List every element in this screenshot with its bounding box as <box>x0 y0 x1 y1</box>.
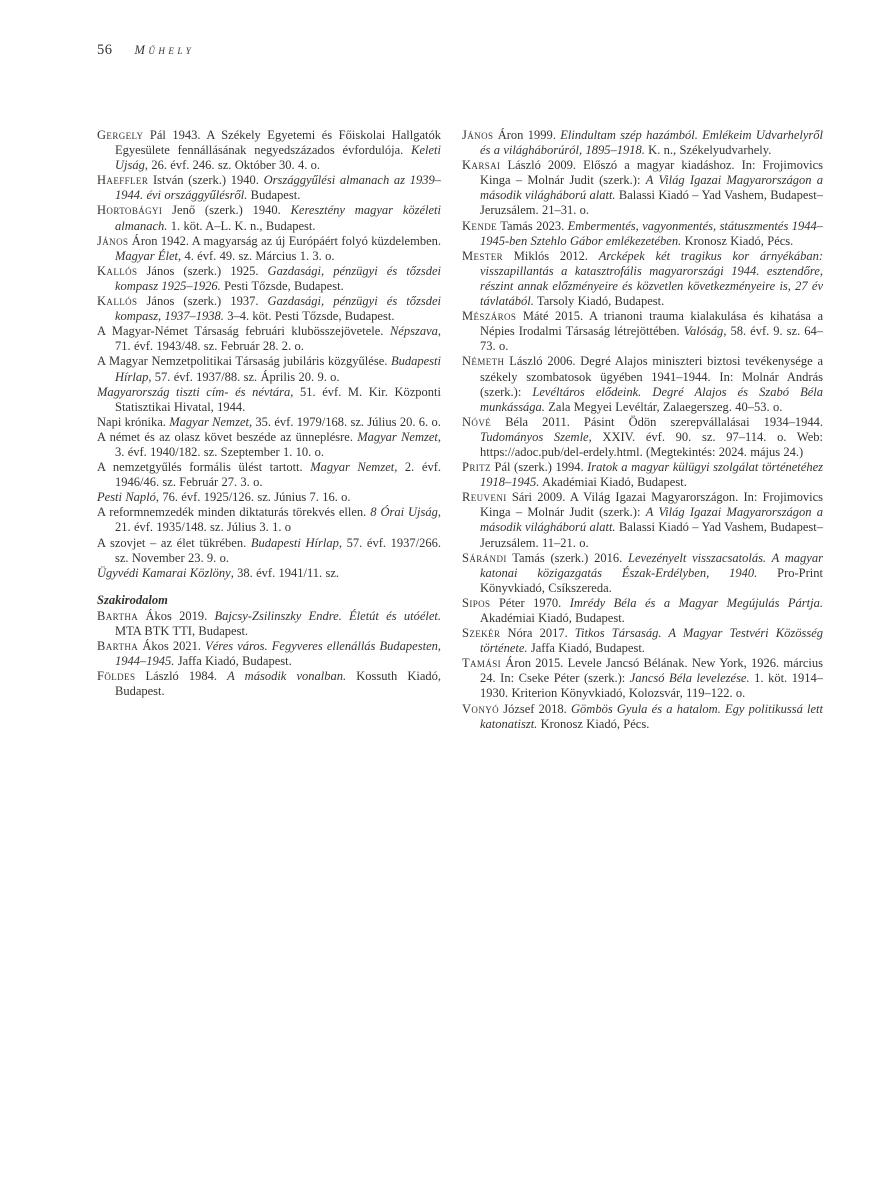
entry-text: Kronosz Kiadó, Pécs. <box>681 233 794 248</box>
entry-text: , 71. évf. 1943/48. sz. Február 28. 2. o. <box>115 324 441 354</box>
entry-text: Sári 2009. A Világ Igazai Magyarországon. In: Frojimovics Kinga – Molnár Judit (szerk.): <box>480 490 823 520</box>
work-title-italic: Keleti Ujság <box>115 143 441 173</box>
entry-text: Pesti Tőzsde, Budapest. <box>220 278 344 293</box>
work-title-italic: Imrédy Béla és a Magyar Megújulás Pártja. <box>569 595 823 610</box>
bibliography-entry <box>462 702 823 732</box>
work-title-italic: Valóság <box>683 324 724 339</box>
bibliography-columns <box>97 128 823 732</box>
running-head: Műhely <box>134 43 195 57</box>
entry-text: Akadémiai Kiadó, Budapest. <box>480 611 625 625</box>
bibliography-entry <box>462 158 823 218</box>
bibliography-entry <box>97 430 441 460</box>
entry-text: Péter 1970. <box>490 595 570 610</box>
author-name: Reuveni <box>462 490 507 505</box>
entry-text: Nóra 2017. <box>500 626 575 641</box>
entry-text: , 57. évf. 1937/266. sz. November 23. 9. o. <box>115 535 441 565</box>
work-title-italic: Ügyvédi Kamarai Közlöny <box>97 565 231 580</box>
bibliography-entry <box>97 354 441 384</box>
work-title-italic: Magyar Nemzet <box>357 429 438 444</box>
entry-text: Akadémiai Kiadó, Budapest. <box>539 475 687 490</box>
entry-text: 1. köt. A–L. K. n., Budapest. <box>167 218 316 233</box>
work-title-italic: A Világ Igazai Magyarországon a második világháború alatt. <box>480 505 823 535</box>
bibliography-entry <box>97 294 441 324</box>
entry-text: János (szerk.) 1937. <box>137 294 268 309</box>
author-name: Mester <box>462 248 504 263</box>
bibliography-entry <box>97 415 441 430</box>
bibliography-entry <box>97 669 441 699</box>
entry-text: , 3. évf. 1940/182. sz. Szeptember 1. 10. o. <box>115 429 441 459</box>
author-name: Haeffler <box>97 173 149 188</box>
entry-text: Kronosz Kiadó, Pécs. <box>537 716 650 731</box>
entry-text: Tarsoly Kiadó, Budapest. <box>533 294 665 309</box>
work-title-italic: Gazdasági, pénzügyi és tőzsdei kompasz, 1937–1938. <box>115 294 441 324</box>
bibliography-entry <box>462 656 823 701</box>
bibliography-entry <box>97 173 441 203</box>
entry-text: , 58. évf. 9. sz. 64–73. o. <box>480 324 824 354</box>
work-title-italic: Budapesti Hírlap <box>115 354 441 384</box>
entry-text: Pál 1943. A Székely Egyetemi és Főiskolai Hallgatók Egyesülete fennállásának negyedszázados évfordulója. <box>115 128 441 158</box>
entry-text: Balassi Kiadó – Yad Vashem, Budapest–Jeruzsálem. 11–21. o. <box>480 520 823 550</box>
work-title-italic: Elindultam szép hazámból. Emlékeim Udvarhelyről és a világháborúról, 1895–1918. <box>480 128 823 158</box>
bibliography-entry <box>462 309 823 354</box>
author-name: Németh <box>462 354 505 369</box>
section-heading: Szakirodalom <box>97 592 168 607</box>
work-title-italic: Arcképek két tragikus kor árnyékában: visszapillantás a katasztrofális magyarországi 1944. esztendőre, részint annak előzményeire és közvetlen következményeire is, 27 év távlatából. <box>480 248 824 309</box>
entry-text: MTA BTK TTI, Budapest. <box>115 624 249 638</box>
entry-text: László 2006. Degré Alajos miniszteri biztosi tevékenysége a székely szombatosok ügyében 1941–1944. In: Molnár András (szerk.): <box>480 354 823 399</box>
entry-text: , 4. évf. 49. sz. Március 1. 3. o. <box>178 248 335 263</box>
work-title-italic: Gömbös Gyula és a hatalom. Egy politikussá lett katonatiszt. <box>480 701 823 731</box>
bibliography-entry <box>97 324 441 354</box>
bibliography-entry <box>462 415 823 460</box>
bibliography-entry <box>97 639 441 669</box>
work-title-italic: Levezényelt visszacsatolás. A magyar katonai közigazgatás Észak-Erdélyben, 1940. <box>480 550 823 580</box>
bibliography-entry <box>462 219 823 249</box>
entry-text: Pál (szerk.) 1994. <box>490 460 588 475</box>
author-name: Kallós <box>97 294 138 309</box>
author-name: Vonyó <box>462 701 500 716</box>
bibliography-entry <box>462 354 823 414</box>
author-name: Sárándi <box>462 550 507 565</box>
entry-text: Balassi Kiadó – Yad Vashem, Budapest–Jeruzsálem. 21–31. o. <box>480 188 823 218</box>
entry-text: , 51. évf. M. Kir. Központi Statisztikai Hivatal, 1944. <box>115 384 441 414</box>
work-title-italic: Embermentés, vagyonmentés, státuszmentés 1944–1945-ben Sztehlo Gábor emlékezetében. <box>480 218 823 248</box>
entry-text: A Magyar Nemzetpolitikai Társaság jubiláris közgyűlése. <box>97 354 391 369</box>
entry-text: Budapest. <box>247 188 301 203</box>
work-title-italic: A második vonalban. <box>227 669 347 684</box>
bibliography-entry <box>462 128 823 158</box>
work-title-italic: Levéltáros elődeink. Degré Alajos és Szabó Béla munkássága. <box>480 384 823 414</box>
author-name: Bartha <box>97 608 139 623</box>
work-title-italic: 8 Órai Ujság <box>370 505 438 520</box>
bibliography-entry <box>97 566 441 581</box>
bibliography-entry <box>97 460 441 490</box>
bibliography-entry <box>97 609 441 639</box>
entry-text: László 2009. Előszó a magyar kiadáshoz. In: Frojimovics Kinga – Molnár Judit (szerk.): <box>480 158 823 188</box>
bibliography-entry <box>97 128 441 173</box>
bibliography-entry <box>97 234 441 264</box>
entry-text: Miklós 2012. <box>503 248 599 263</box>
entry-text: K. n., Székelyudvarhely. <box>644 143 772 158</box>
entry-text: Zala Megyei Levéltár, Zalaegerszeg. 40–53. o. <box>544 399 783 414</box>
entry-text: A Magyar-Német Társaság februári klubösszejövetele. <box>97 324 390 339</box>
bibliography-entry <box>462 626 823 656</box>
author-name: Karsai <box>462 158 501 173</box>
work-title-italic: Magyarország tiszti cím- és névtára <box>97 384 291 399</box>
work-title-italic: Keresztény magyar közéleti almanach. <box>115 203 441 233</box>
work-title-italic: A Világ Igazai Magyarországon a második világháború alatt. <box>480 173 823 203</box>
author-name: Hortobágyi <box>97 203 163 218</box>
entry-text: József 2018. <box>499 701 572 716</box>
entry-text: , 76. évf. 1925/126. sz. Június 7. 16. o. <box>155 490 351 505</box>
work-title-italic: Népszava <box>389 324 438 339</box>
entry-text: , 2. évf. 1946/46. sz. Február 27. 3. o. <box>115 460 441 490</box>
bibliography-entry <box>97 505 441 535</box>
entry-text: Tamás (szerk.) 2016. <box>506 550 629 565</box>
bibliography-entry <box>97 490 441 505</box>
entry-text: Áron 1999. <box>493 128 561 142</box>
entry-text: Napi krónika. <box>97 414 170 429</box>
page-header <box>97 42 194 59</box>
bibliography-entry <box>97 385 441 415</box>
entry-text: , 35. évf. 1979/168. sz. Július 20. 6. o. <box>248 414 441 429</box>
work-title-italic: Titkos Társaság. A Magyar Testvéri Közösség története. <box>480 626 823 656</box>
entry-text: Jaffa Kiadó, Budapest. <box>527 641 645 656</box>
entry-text: Jenő (szerk.) 1940. <box>162 203 291 218</box>
entry-text: János (szerk.) 1925. <box>137 263 268 278</box>
author-name: Kallós <box>97 263 138 278</box>
entry-text: , XXIV. évf. 90. sz. 97–114. o. Web: https://adoc.pub/del-erdely.html. (Megtekintés: 2024. május 24.) <box>480 429 823 459</box>
entry-text: A nemzetgyűlés formális ülést tartott. <box>97 460 311 475</box>
entry-text: Ákos 2019. <box>138 608 215 623</box>
work-title-italic: Magyar Nemzet <box>169 414 249 429</box>
entry-text: A reformnemzedék minden diktaturás törekvés ellen. <box>97 505 371 520</box>
bibliography-entry <box>462 249 823 309</box>
entry-text: Jaffa Kiadó, Budapest. <box>174 654 292 669</box>
bibliography-column-left <box>97 128 441 699</box>
page-number: 56 <box>97 42 113 58</box>
entry-text: Béla 2011. Pásint Ödön szerepvállalásai 1934–1944. <box>491 414 823 429</box>
entry-text: A szovjet – az élet tükrében. <box>97 535 251 550</box>
entry-text: Ákos 2021. <box>138 639 206 654</box>
work-title-italic: Gazdasági, pénzügyi és tőzsdei kompasz 1925–1926. <box>115 263 441 293</box>
entry-text: Pro-Print Könyvkiadó, Csíkszereda. <box>480 565 823 595</box>
bibliography-entry <box>97 203 441 233</box>
author-name: Mészáros <box>462 309 517 324</box>
work-title-italic: Pesti Napló <box>97 490 156 505</box>
entry-text: , 21. évf. 1935/148. sz. Július 3. 1. o <box>115 505 441 535</box>
bibliography-entry <box>462 551 823 596</box>
entry-text: László 1984. <box>135 669 228 684</box>
work-title-italic: Jancsó Béla levelezése. <box>629 671 750 686</box>
author-name: János <box>462 128 494 142</box>
author-name: Tamási <box>462 656 502 671</box>
work-title-italic: Budapesti Hírlap <box>250 535 339 550</box>
work-title-italic: Tudományos Szemle <box>480 429 589 444</box>
bibliography-entry <box>462 490 823 550</box>
work-title-italic: Magyar Élet <box>115 248 179 263</box>
author-name: Kende <box>462 218 498 233</box>
work-title-italic: Magyar Nemzet <box>310 460 395 475</box>
author-name: Sipos <box>462 595 491 610</box>
entry-text: , 26. évf. 246. sz. Október 30. 4. o. <box>144 158 321 173</box>
author-name: Bartha <box>97 639 139 654</box>
author-name: Földes <box>97 669 136 684</box>
entry-text: István (szerk.) 1940. <box>148 173 264 188</box>
bibliography-column-right <box>462 128 823 732</box>
work-title-italic: Véres város. Fegyveres ellenállás Budapesten, 1944–1945. <box>115 639 441 669</box>
author-name: Pritz <box>462 460 491 475</box>
entry-text: , 38. évf. 1941/11. sz. <box>230 565 340 580</box>
work-title-italic: Bajcsy-Zsilinszky Endre. Életút és utóélet. <box>214 608 441 623</box>
author-name: Gergely <box>97 128 144 142</box>
work-title-italic: Iratok a magyar külügyi szolgálat történetéhez 1918–1945. <box>480 460 823 490</box>
entry-text: , 57. évf. 1937/88. sz. Április 20. 9. o. <box>148 369 340 384</box>
entry-text: Tamás 2023. <box>497 218 568 233</box>
bibliography-entry <box>462 460 823 490</box>
author-name: Nóvé <box>462 414 492 429</box>
entry-text: 3–4. köt. Pesti Tőzsde, Budapest. <box>223 309 395 324</box>
entry-text: Máté 2015. A trianoni trauma kialakulása és kihatása a Népies Irodalmi Társaság létrejöttében. <box>480 309 823 339</box>
bibliography-entry <box>462 596 823 626</box>
entry-text: Áron 2015. Levele Jancsó Bélának. New York, 1926. március 24. In: Cseke Péter (szerk.): <box>480 656 823 686</box>
bibliography-entry <box>97 264 441 294</box>
author-name: János <box>97 233 129 248</box>
entry-text: Kossuth Kiadó, Budapest. <box>115 669 441 699</box>
entry-text: 1. köt. 1914–1930. Kriterion Könyvkiadó, Kolozsvár, 119–122. o. <box>480 671 823 701</box>
entry-text: Áron 1942. A magyarság az új Európáért folyó küzdelemben. <box>128 233 441 248</box>
bibliography-entry <box>97 536 441 566</box>
author-name: Szekér <box>462 626 501 641</box>
entry-text: A német és az olasz követ beszéde az ünneplésre. <box>97 429 358 444</box>
work-title-italic: Országgyűlési almanach az 1939–1944. évi országgyűlésről. <box>115 173 442 203</box>
